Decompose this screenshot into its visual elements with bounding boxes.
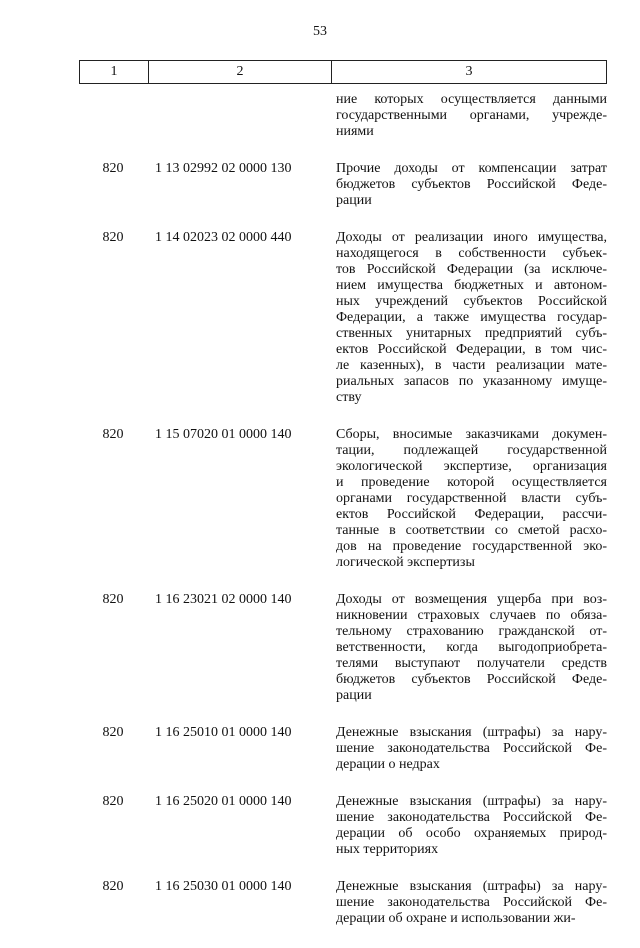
description-line: шение законодательства Российской Фе- — [336, 741, 607, 756]
description-line: экологической экспертизе, организация — [336, 459, 607, 474]
description-line: Денежные взыскания (штрафы) за нару- — [336, 879, 607, 894]
header-col-2: 2 — [148, 61, 331, 83]
description-line: дов на проведение государственной эко- — [336, 539, 607, 554]
description-line: тации, подлежащей государственной — [336, 443, 607, 458]
description-line: логической экспертизы — [336, 555, 475, 570]
budget-classification-code: 1 15 07020 01 0000 140 — [155, 427, 292, 442]
table-header — [79, 60, 607, 84]
description-line: тов Российской Федерации (за исключе- — [336, 262, 607, 277]
description-line: ных учреждений субъектов Российской — [336, 294, 607, 309]
table-row — [79, 92, 607, 140]
description-line: ние которых осуществляется данными — [336, 92, 607, 107]
description-line: дерации об особо охраняемых природ- — [336, 826, 607, 841]
admin-code — [79, 92, 147, 140]
admin-code: 820 — [102, 592, 124, 607]
budget-classification-code — [147, 92, 330, 140]
description-line: риальных запасов по указанному имуще- — [336, 374, 607, 389]
income-description — [330, 879, 607, 927]
header-col-1: 1 — [110, 64, 118, 79]
description-line: телями выступают получатели средств — [336, 656, 607, 671]
description-line: шение законодательства Российской Фе- — [336, 810, 607, 825]
admin-code: 820 — [102, 161, 124, 176]
admin-code: 820 — [102, 794, 124, 809]
income-description — [330, 230, 607, 406]
description-line: и проведение которой осуществляется — [336, 475, 607, 490]
description-line: Денежные взыскания (штрафы) за нару- — [336, 794, 607, 809]
description-line: шение законодательства Российской Фе- — [336, 895, 607, 910]
budget-classification-code: 1 14 02023 02 0000 440 — [155, 230, 292, 245]
description-line: ектов Российской Федерации, в том чис- — [336, 342, 607, 357]
table-row — [79, 230, 607, 406]
description-line: Прочие доходы от компенсации затрат — [336, 161, 607, 176]
income-description — [330, 161, 607, 209]
budget-classification-code: 1 16 23021 02 0000 140 — [155, 592, 292, 607]
table-body — [79, 92, 607, 948]
description-line: бюджетов субъектов Российской Феде- — [336, 177, 607, 192]
description-line: нием имущества бюджетных и автоном- — [336, 278, 607, 293]
description-line: Денежные взыскания (штрафы) за нару- — [336, 725, 607, 740]
table-row — [79, 161, 607, 209]
budget-classification-code: 1 13 02992 02 0000 130 — [155, 161, 292, 176]
description-line: ектов Российской Федерации, рассчи- — [336, 507, 607, 522]
income-description — [330, 725, 607, 773]
table-row — [79, 879, 607, 927]
description-line: рации — [336, 688, 372, 703]
description-line: Сборы, вносимые заказчиками докумен- — [336, 427, 607, 442]
table-row — [79, 592, 607, 704]
admin-code: 820 — [102, 427, 124, 442]
budget-classification-code: 1 16 25010 01 0000 140 — [155, 725, 292, 740]
description-line: находящегося в собственности субъек- — [336, 246, 607, 261]
table-row — [79, 794, 607, 858]
description-line: Доходы от возмещения ущерба при воз- — [336, 592, 607, 607]
description-line: Федерации, а также имущества государ- — [336, 310, 607, 325]
description-line: органами государственной власти субъ- — [336, 491, 607, 506]
description-line: тельному страхованию гражданской от- — [336, 624, 607, 639]
description-line: танные в соответствии со сметой расхо- — [336, 523, 607, 538]
description-line: никновении страховых случаев по обяза- — [336, 608, 607, 623]
budget-classification-code: 1 16 25020 01 0000 140 — [155, 794, 292, 809]
income-description — [330, 794, 607, 858]
admin-code: 820 — [102, 879, 124, 894]
table-row — [79, 725, 607, 773]
description-line: дерации об охране и использовании жи- — [336, 911, 576, 926]
description-line: ных территориях — [336, 842, 439, 857]
income-description — [330, 427, 607, 571]
description-line: ству — [336, 390, 362, 405]
description-line: Доходы от реализации иного имущества, — [336, 230, 607, 245]
header-col-3: 3 — [331, 61, 606, 83]
admin-code: 820 — [102, 230, 124, 245]
description-line: ственных унитарных предприятий субъ- — [336, 326, 607, 341]
description-line: рации — [336, 193, 372, 208]
description-line: бюджетов субъектов Российской Феде- — [336, 672, 607, 687]
income-description — [330, 92, 607, 140]
table-row — [79, 427, 607, 571]
description-line: дерации о недрах — [336, 757, 440, 772]
description-line: государственными органами, учрежде- — [336, 108, 607, 123]
description-line: ниями — [336, 124, 374, 139]
budget-classification-code: 1 16 25030 01 0000 140 — [155, 879, 292, 894]
income-description — [330, 592, 607, 704]
description-line: ветственности, когда выгодоприобрета- — [336, 640, 607, 655]
admin-code: 820 — [102, 725, 124, 740]
description-line: ле казенных), в части реализации мате- — [336, 358, 607, 373]
page-number: 53 — [313, 24, 327, 39]
